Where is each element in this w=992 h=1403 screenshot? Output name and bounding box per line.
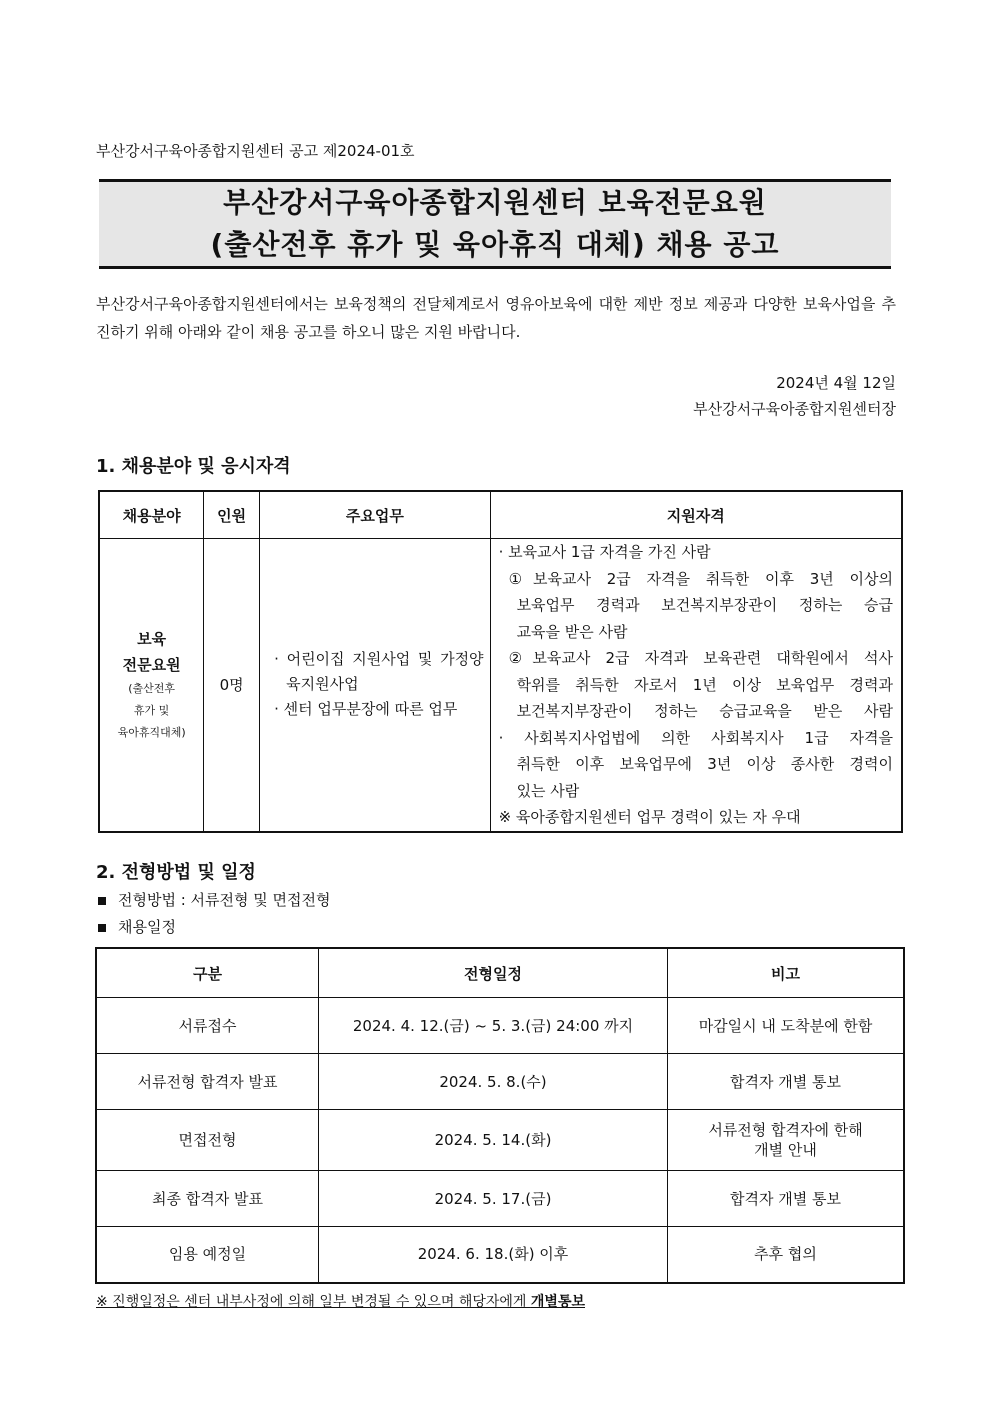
duties-cell bbox=[260, 539, 490, 832]
schedule-table bbox=[95, 947, 905, 1284]
header-qualifications: 지원자격 bbox=[490, 491, 902, 539]
count-cell: 0명 bbox=[204, 539, 260, 832]
title-line-1: 부산강서구육아종합지원센터 보육전문요원 bbox=[223, 186, 767, 219]
method-text: 전형방법 : 서류전형 및 면접전형 bbox=[118, 891, 331, 909]
note-cell: 합격자 개별 통보 bbox=[668, 1054, 904, 1110]
qual-line-10: 있는 사람 bbox=[516, 781, 580, 800]
recruitment-table bbox=[98, 490, 903, 833]
footnote-emphasis: 개별통보 bbox=[530, 1294, 586, 1310]
qual-line-8: · 사회복지사업법에 의한 사회복지사 1급 자격을 bbox=[498, 728, 893, 747]
section-1-heading: 1. 채용분야 및 응시자격 bbox=[96, 456, 291, 477]
date-cell: 2024. 6. 18.(화) 이후 bbox=[318, 1227, 667, 1283]
qual-line-11: ※ 육아종합지원센터 업무 경력이 있는 자 우대 bbox=[498, 808, 801, 826]
note-line-1: 서류전형 합격자에 한해 bbox=[708, 1121, 863, 1139]
field-note-2: 휴가 및 bbox=[133, 703, 170, 717]
header-field: 채용분야 bbox=[99, 491, 204, 539]
field-cell bbox=[99, 539, 204, 832]
recruitment-header-row bbox=[99, 491, 902, 539]
qual-line-7: 보건복지부장관이 정하는 승급교육을 받은 사람 bbox=[516, 702, 893, 720]
qual-line-1: · 보육교사 1급 자격을 가진 사람 bbox=[498, 543, 711, 561]
note-cell bbox=[668, 1110, 904, 1171]
table-row bbox=[96, 1171, 904, 1227]
square-bullet-icon bbox=[98, 924, 106, 932]
table-row bbox=[96, 1227, 904, 1283]
title-box bbox=[99, 179, 891, 269]
qual-line-3: 보육업무 경력과 보건복지부장관이 정하는 승급 bbox=[516, 596, 893, 614]
issuer: 부산강서구육아종합지원센터장 bbox=[693, 400, 896, 418]
note-line-2: 개별 안내 bbox=[754, 1141, 817, 1159]
qual-line-4: 교육을 받은 사람 bbox=[516, 622, 628, 641]
issue-block bbox=[693, 370, 896, 422]
header-stage: 구분 bbox=[96, 948, 318, 998]
stage-cell: 서류접수 bbox=[96, 998, 318, 1054]
method-item bbox=[98, 887, 331, 914]
qual-line-5: ②보육교사 2급 자격과 보육관련 대학원에서 석사 bbox=[508, 649, 893, 667]
intro-paragraph: 부산강서구육아종합지원센터에서는 보육정책의 전달체계로서 영유아보육에 대한 제반 정보 제공과 다양한 보육사업을 추진하기 위해 아래와 같이 채용 공고를 하오니 많은 지원 바랍니다. bbox=[96, 295, 896, 341]
stage-cell: 최종 합격자 발표 bbox=[96, 1171, 318, 1227]
table-row bbox=[96, 1054, 904, 1110]
recruitment-row bbox=[99, 539, 902, 832]
footnote-text: ※ 진행일정은 센터 내부사정에 의해 일부 변경될 수 있으며 해당자에게 bbox=[96, 1294, 531, 1310]
qual-line-6: 학위를 취득한 자로서 1년 이상 보육업무 경력과 bbox=[516, 675, 893, 694]
date-cell: 2024. 4. 12.(금) ~ 5. 3.(금) 24:00 까지 bbox=[318, 998, 667, 1054]
section-2-heading: 2. 전형방법 및 일정 bbox=[96, 862, 256, 883]
qual-line-2: ①보육교사 2급 자격을 취득한 이후 3년 이상의 bbox=[508, 569, 893, 588]
notice-number: 부산강서구육아종합지원센터 공고 제2024-01호 bbox=[96, 142, 415, 160]
duty-1: · 어린이집 지원사업 및 가정양육지원사업 bbox=[274, 650, 484, 694]
square-bullet-icon bbox=[98, 897, 106, 905]
field-note-3: 육아휴직대체) bbox=[117, 725, 186, 739]
schedule-label: 채용일정 bbox=[118, 918, 176, 936]
field-name-1: 보육 bbox=[137, 629, 167, 648]
stage-cell: 면접전형 bbox=[96, 1110, 318, 1171]
schedule-item bbox=[98, 914, 331, 941]
qual-line-9: 취득한 이후 보육업무에 3년 이상 종사한 경력이 bbox=[516, 755, 893, 773]
note-cell: 합격자 개별 통보 bbox=[668, 1171, 904, 1227]
table-row bbox=[96, 998, 904, 1054]
header-duties: 주요업무 bbox=[260, 491, 490, 539]
date-cell: 2024. 5. 8.(수) bbox=[318, 1054, 667, 1110]
selection-info bbox=[98, 887, 331, 941]
note-cell: 추후 협의 bbox=[668, 1227, 904, 1283]
note-cell: 마감일시 내 도착분에 한함 bbox=[668, 998, 904, 1054]
title-line-2: (출산전후 휴가 및 육아휴직 대체) 채용 공고 bbox=[210, 228, 780, 261]
stage-cell: 임용 예정일 bbox=[96, 1227, 318, 1283]
issue-date: 2024년 4월 12일 bbox=[776, 374, 896, 392]
qualifications-cell bbox=[490, 539, 902, 832]
header-count: 인원 bbox=[204, 491, 260, 539]
field-name-2: 전문요원 bbox=[122, 655, 181, 674]
schedule-header-row bbox=[96, 948, 904, 998]
date-cell: 2024. 5. 14.(화) bbox=[318, 1110, 667, 1171]
table-row bbox=[96, 1110, 904, 1171]
duty-2: · 센터 업무분장에 따른 업무 bbox=[274, 700, 458, 719]
field-note-1: (출산전후 bbox=[128, 681, 176, 695]
header-note: 비고 bbox=[668, 948, 904, 998]
header-date: 전형일정 bbox=[318, 948, 667, 998]
stage-cell: 서류전형 합격자 발표 bbox=[96, 1054, 318, 1110]
schedule-footnote bbox=[96, 1291, 585, 1311]
date-cell: 2024. 5. 17.(금) bbox=[318, 1171, 667, 1227]
